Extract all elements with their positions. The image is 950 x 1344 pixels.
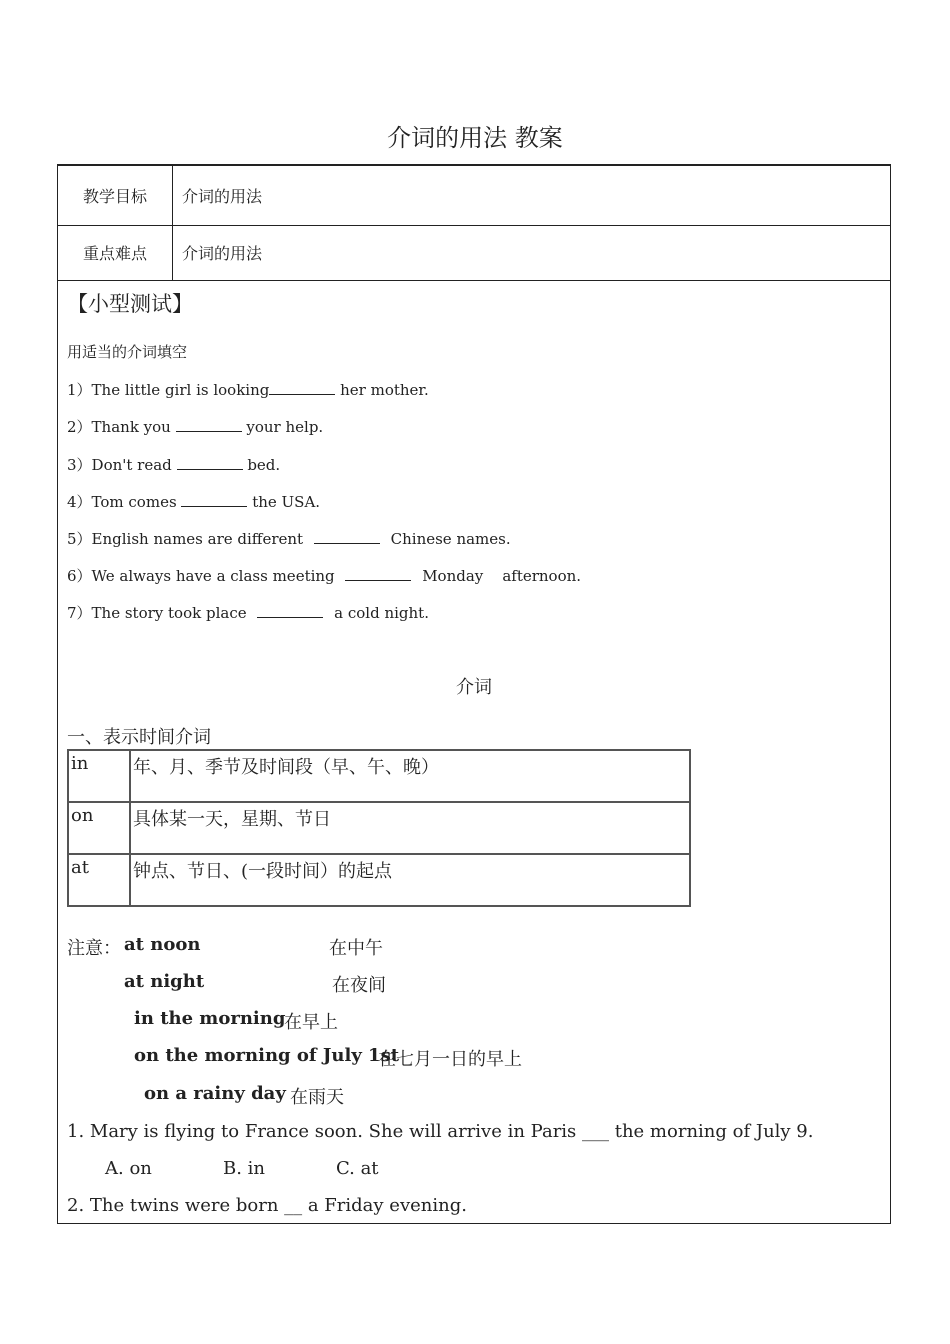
table-row: [68, 802, 690, 854]
note-en: at noon: [124, 934, 201, 955]
quiz-item: 6）We always have a class meeting Monday afternoon.: [67, 567, 582, 585]
desc-cell: 具体某一天，星期、节日: [130, 802, 690, 854]
page-title: 介词的用法 教案: [387, 124, 563, 152]
info-row-key-points: [58, 225, 890, 281]
lesson-plan-frame: [57, 164, 891, 1224]
prep-cell: in: [68, 750, 130, 802]
section-title: 介词: [456, 677, 492, 698]
desc-cell: 年、月、季节及时间段（早、午、晚）: [130, 750, 690, 802]
quiz-instruction: 用适当的介词填空: [67, 343, 188, 361]
prep-cell: at: [68, 854, 130, 906]
info-value: 介词的用法: [182, 244, 263, 263]
note-zh: 在七月一日的早上: [378, 1049, 522, 1070]
note-zh: 在中午: [329, 938, 383, 959]
quiz-item: 7）The story took place a cold night.: [67, 604, 429, 622]
quiz-heading: 【小型测试】: [67, 292, 193, 316]
quiz-item: 1）The little girl is looking her mother.: [67, 381, 429, 399]
prep-cell: on: [68, 802, 130, 854]
note-en: at night: [124, 971, 205, 992]
option-a: A. on: [105, 1158, 152, 1179]
note-zh: 在夜间: [332, 975, 386, 996]
quiz-item: 5）English names are different Chinese names.: [67, 530, 511, 548]
quiz-item: 3）Don't read bed.: [67, 456, 281, 474]
note-en: on a rainy day: [144, 1083, 286, 1104]
desc-cell: 钟点、节日、(一段时间）的起点: [130, 854, 690, 906]
info-label: 教学目标: [58, 166, 173, 225]
subsection-title: 一、表示时间介词: [67, 727, 211, 748]
table-row: [68, 750, 690, 802]
option-c: C. at: [336, 1158, 379, 1179]
quiz-item: 2）Thank you your help.: [67, 418, 324, 436]
note-en: on the morning of July 1st: [134, 1045, 400, 1066]
table-row: [68, 854, 690, 906]
info-row-objective: [58, 166, 890, 226]
preposition-table: [67, 749, 691, 907]
info-value: 介词的用法: [182, 187, 263, 206]
question-1: 1. Mary is flying to France soon. She will arrive in Paris ___ the morning of July 9.: [67, 1121, 814, 1142]
note-zh: 在雨天: [290, 1087, 344, 1108]
question-2: 2. The twins were born __ a Friday evening.: [67, 1195, 467, 1216]
note-zh: 在早上: [284, 1012, 338, 1033]
note-en: in the morning: [134, 1008, 286, 1029]
option-b: B. in: [223, 1158, 266, 1179]
info-label: 重点难点: [58, 225, 173, 280]
quiz-item: 4）Tom comes the USA.: [67, 493, 321, 511]
note-label: 注意：: [67, 938, 121, 959]
